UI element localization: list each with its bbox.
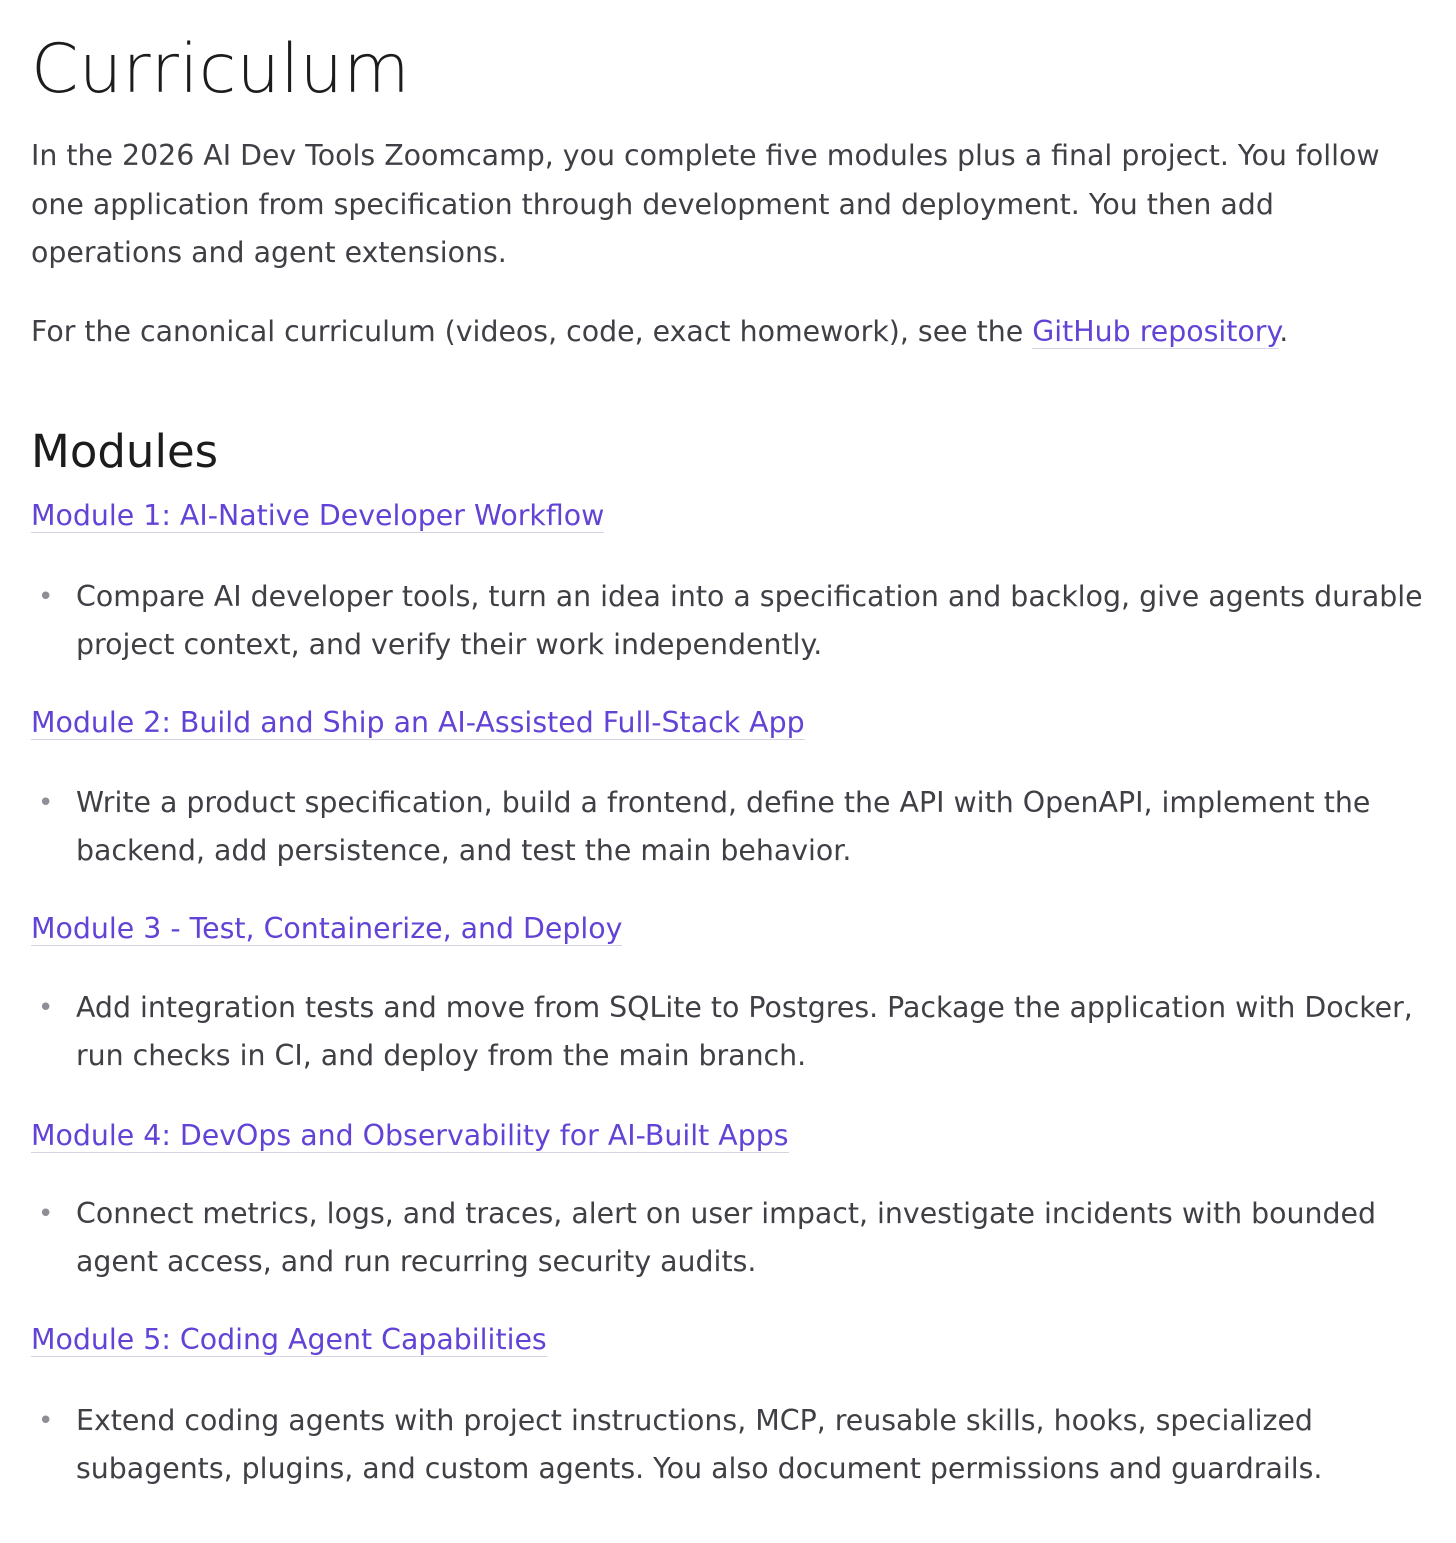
module-4-link[interactable]: Module 4: DevOps and Observability for AI-Built Apps <box>31 1119 789 1152</box>
bullet-icon: • <box>38 1199 54 1229</box>
canonical-suffix: . <box>1279 315 1289 348</box>
module-5-description-text: Extend coding agents with project instructions, MCP, reusable skills, hooks, specialized subagents, plugins, and custom agents. You also document permissions and guardrails. <box>76 1404 1323 1485</box>
module-1-description-text: Compare AI developer tools, turn an idea into a specification and backlog, give agents durable project context, and verify their work independently. <box>76 580 1423 661</box>
module-2-description-text: Write a product specification, build a frontend, define the API with OpenAPI, implement the backend, add persistence, and test the main behavior. <box>76 786 1371 867</box>
canonical-paragraph <box>31 308 1431 356</box>
module-2-description <box>31 779 1431 875</box>
module-5-link[interactable]: Module 5: Coding Agent Capabilities <box>31 1323 547 1356</box>
modules-heading: Modules <box>31 425 219 478</box>
github-repository-link[interactable]: GitHub repository <box>1032 315 1280 348</box>
module-4-description-text: Connect metrics, logs, and traces, alert on user impact, investigate incidents with bounded agent access, and run recurring security audits. <box>76 1197 1376 1278</box>
module-3-list <box>31 984 1431 1080</box>
intro-paragraph: In the 2026 AI Dev Tools Zoomcamp, you complete five modules plus a final project. You follow one application from specification through development and deployment. You then add operations and agent extensions. <box>31 139 1380 269</box>
bullet-icon: • <box>38 788 54 818</box>
module-2-title <box>31 701 805 745</box>
bullet-icon: • <box>38 1406 54 1436</box>
module-4-description <box>31 1190 1431 1286</box>
module-3-link[interactable]: Module 3 - Test, Containerize, and Deploy <box>31 912 623 945</box>
module-5-description <box>31 1397 1431 1493</box>
module-1-description <box>31 573 1431 669</box>
module-3-description-text: Add integration tests and move from SQLite to Postgres. Package the application with Docker, run checks in CI, and deploy from the main branch. <box>76 991 1413 1072</box>
module-4-list <box>31 1190 1431 1286</box>
bullet-icon: • <box>38 582 54 612</box>
page-title: Curriculum <box>31 30 411 109</box>
module-1-link[interactable]: Module 1: AI-Native Developer Workflow <box>31 499 605 532</box>
module-4-title <box>31 1114 789 1158</box>
module-5-title <box>31 1318 547 1362</box>
canonical-prefix: For the canonical curriculum (videos, code, exact homework), see the <box>31 315 1033 348</box>
module-1-title <box>31 494 604 538</box>
module-2-list <box>31 779 1431 875</box>
module-3-title <box>31 907 622 951</box>
bullet-icon: • <box>38 993 54 1023</box>
module-1-list <box>31 573 1431 669</box>
module-2-link[interactable]: Module 2: Build and Ship an AI-Assisted Full-Stack App <box>31 706 805 739</box>
module-5-list <box>31 1397 1431 1493</box>
module-3-description <box>31 984 1431 1080</box>
